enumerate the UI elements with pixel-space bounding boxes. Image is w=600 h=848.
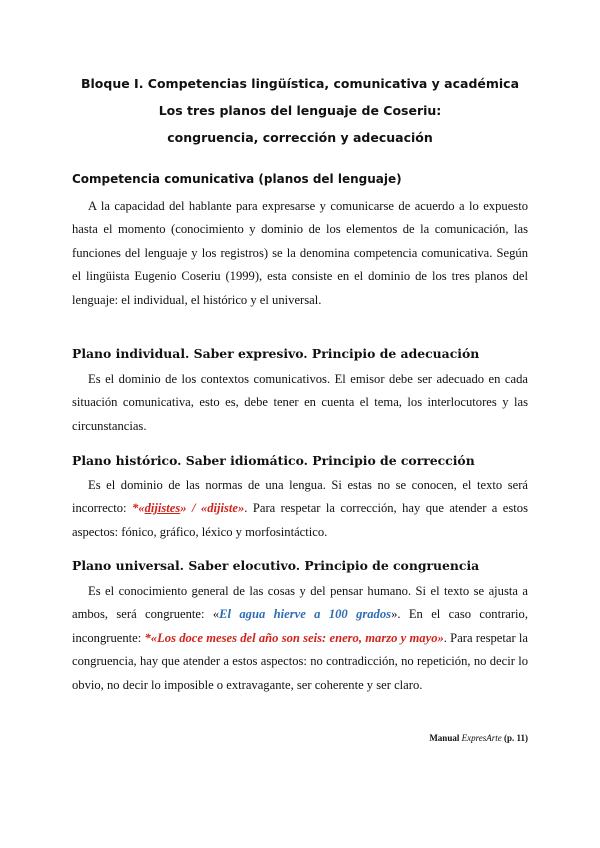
intro-paragraph bbox=[72, 195, 528, 312]
historico-ex-right: dijiste bbox=[207, 501, 238, 516]
universal-text-mid: ». En el caso contrario, incongruente: bbox=[72, 607, 528, 645]
historico-paragraph bbox=[72, 474, 528, 544]
universal-ex-bad: Los doce meses del año son seis: enero, marzo y mayo bbox=[157, 630, 438, 645]
footer-page-number: (p. 11) bbox=[503, 733, 528, 743]
section-subtitle: congruencia, corrección y adecuación bbox=[167, 130, 433, 145]
universal-paragraph bbox=[72, 580, 528, 697]
historico-ex-mid: » / « bbox=[180, 501, 208, 516]
section-title: Los tres planos del lenguaje de Coseriu: bbox=[158, 103, 442, 118]
universal-ex-bad-suffix: » bbox=[437, 630, 444, 645]
historico-heading: Plano histórico. Saber idiomático. Principio de corrección bbox=[72, 453, 475, 468]
individual-text: Es el dominio de los contextos comunicativos. El emisor debe ser adecuado en cada situación comunicativa, esto es, debe tener en cuenta el tema, los interlocutores y las circunstancias. bbox=[72, 372, 528, 433]
block-title: Bloque I. Competencias lingüística, comunicativa y académica bbox=[80, 76, 520, 91]
historico-ex-prefix: *« bbox=[131, 501, 145, 516]
footer-label: Manual bbox=[429, 733, 460, 743]
intro-subtitle: Competencia comunicativa (planos del lenguaje) bbox=[72, 172, 402, 186]
historico-ex-suffix: » bbox=[237, 501, 245, 516]
historico-text-before: Es el dominio de las normas de una lengua. Si estas no se conocen, el texto será incorrecto: bbox=[72, 478, 528, 516]
page-footer bbox=[429, 733, 528, 743]
universal-text-after: . Para respetar la congruencia, hay que atender a estos aspectos: no contradicción, no repetición, no decir lo obvio, no decir lo imposible o extravagante, ser coherente y ser claro. bbox=[72, 630, 528, 692]
footer-brand: ExpresArte bbox=[461, 733, 502, 743]
individual-paragraph bbox=[72, 368, 528, 438]
individual-heading: Plano individual. Saber expresivo. Principio de adecuación bbox=[72, 346, 480, 361]
universal-ex-bad-prefix: *« bbox=[144, 630, 158, 645]
universal-ex-good: El agua hierve a 100 grados bbox=[219, 607, 392, 622]
historico-ex-wrong: dijistes bbox=[144, 501, 181, 516]
universal-text-before: Es el conocimiento general de las cosas y del pensar humano. Si el texto se ajusta a ambos, será congruente: « bbox=[72, 584, 528, 622]
universal-heading: Plano universal. Saber elocutivo. Principio de congruencia bbox=[72, 558, 480, 573]
intro-text: A la capacidad del hablante para expresarse y comunicarse de acuerdo a lo expuesto hasta el momento (conocimiento y dominio de los elementos de la comunicación, las funciones del lenguaje y los registros) se la denomina competencia comunicativa. Según el lingüista Eugenio Coseriu (1999), esta consiste en el dominio de los tres planos del lenguaje: el individual, el histórico y el universal. bbox=[72, 199, 528, 307]
historico-text-after: . Para respetar la corrección, hay que atender a estos aspectos: fónico, gráfico, léxico y morfosintáctico. bbox=[72, 501, 528, 539]
